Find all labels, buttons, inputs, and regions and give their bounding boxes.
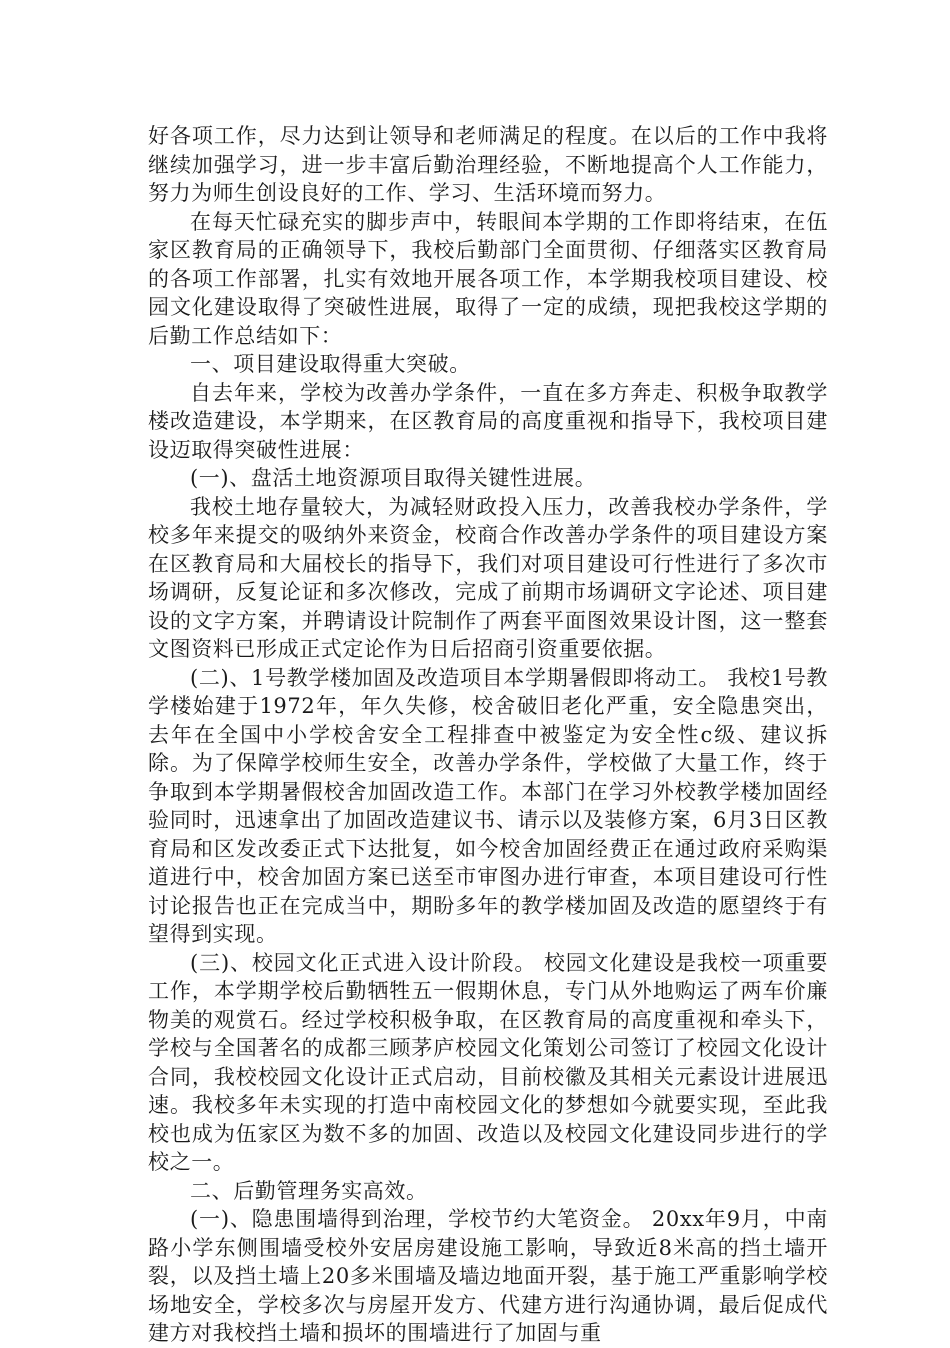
paragraph: 好各项工作，尽力达到让领导和老师满足的程度。在以后的工作中我将继续加强学习，进一步丰富后勤治理经验，不断地提高个人工作能力，努力为师生创设良好的工作、学习、生活环境而努力。	[148, 124, 828, 205]
paragraph: (二)、1号教学楼加固及改造项目本学期暑假即将动工。 我校1号教学楼始建于1972年，年久失修，校舍破旧老化严重，安全隐患突出，去年在全国中小学校舍安全工程排查中被鉴定为安全性c级、建议拆除。为了保障学校师生安全，改善办学条件，学校做了大量工作，终于争取到本学期暑假校舍加固改造工作。本部门在学习外校教学楼加固经验同时，迅速拿出了加固改造建议书、请示以及装修方案，6月3日区教育局和区发改委正式下达批复，如今校舍加固经费正在通过政府采购渠道进行中，校舍加固方案已送至市审图办进行审查，本项目建设可行性讨论报告也正在完成当中，期盼多年的教学楼加固及改造的愿望终于有望得到实现。	[148, 665, 828, 946]
section-heading: 一、项目建设取得重大突破。	[190, 352, 471, 376]
document-page	[148, 122, 828, 1348]
paragraph: 在每天忙碌充实的脚步声中，转眼间本学期的工作即将结束，在伍家区教育局的正确领导下，我校后勤部门全面贯彻、仔细落实区教育局的各项工作部署，扎实有效地开展各项工作，本学期我校项目建设、校园文化建设取得了突破性进展，取得了一定的成绩，现把我校这学期的后勤工作总结如下：	[148, 209, 828, 348]
section-heading: 二、后勤管理务实高效。	[190, 1178, 428, 1203]
paragraph: 我校土地存量较大，为减轻财政投入压力，改善我校办学条件，学校多年来提交的吸纳外来资金，校商合作改善办学条件的项目建设方案在区教育局和大届校长的指导下，我们对项目建设可行性进行了多次市场调研，反复论证和多次修改，完成了前期市场调研文字论述、项目建设的文字方案，并聘请设计院制作了两套平面图效果设计图，这一整套文图资料已形成正式定论作为日后招商引资重要依据。	[148, 494, 828, 661]
paragraph: 自去年来，学校为改善办学条件，一直在多方奔走、积极争取教学楼改造建设，本学期来，在区教育局的高度重视和指导下，我校项目建设迈取得突破性进展：	[148, 380, 828, 462]
paragraph: (一)、隐患围墙得到治理，学校节约大笔资金。 20xx年9月，中南路小学东侧围墙受校外安居房建设施工影响，导致近8米高的挡土墙开裂，以及挡土墙上20多米围墙及墙边地面开裂，基于施工严重影响学校场地安全，学校多次与房屋开发方、代建方进行沟通协调，最后促成代建方对我校挡土墙和损坏的围墙进行了加固与重	[148, 1207, 828, 1345]
paragraph: (三)、校园文化正式进入设计阶段。 校园文化建设是我校一项重要工作，本学期学校后勤牺牲五一假期休息，专门从外地购运了两车价廉物美的观赏石。经过学校积极争取，在区教育局的高度重视和牵头下，学校与全国著名的成都三顾茅庐校园文化策划公司签订了校园文化设计合同，我校校园文化设计正式启动，目前校徽及其相关元素设计进展迅速。我校多年未实现的打造中南校园文化的梦想如今就要实现，至此我校也成为伍家区为数不多的加固、改造以及校园文化建设同步进行的学校之一。	[148, 950, 828, 1174]
subsection-heading: (一)、盘活土地资源项目取得关键性进展。	[190, 466, 597, 490]
